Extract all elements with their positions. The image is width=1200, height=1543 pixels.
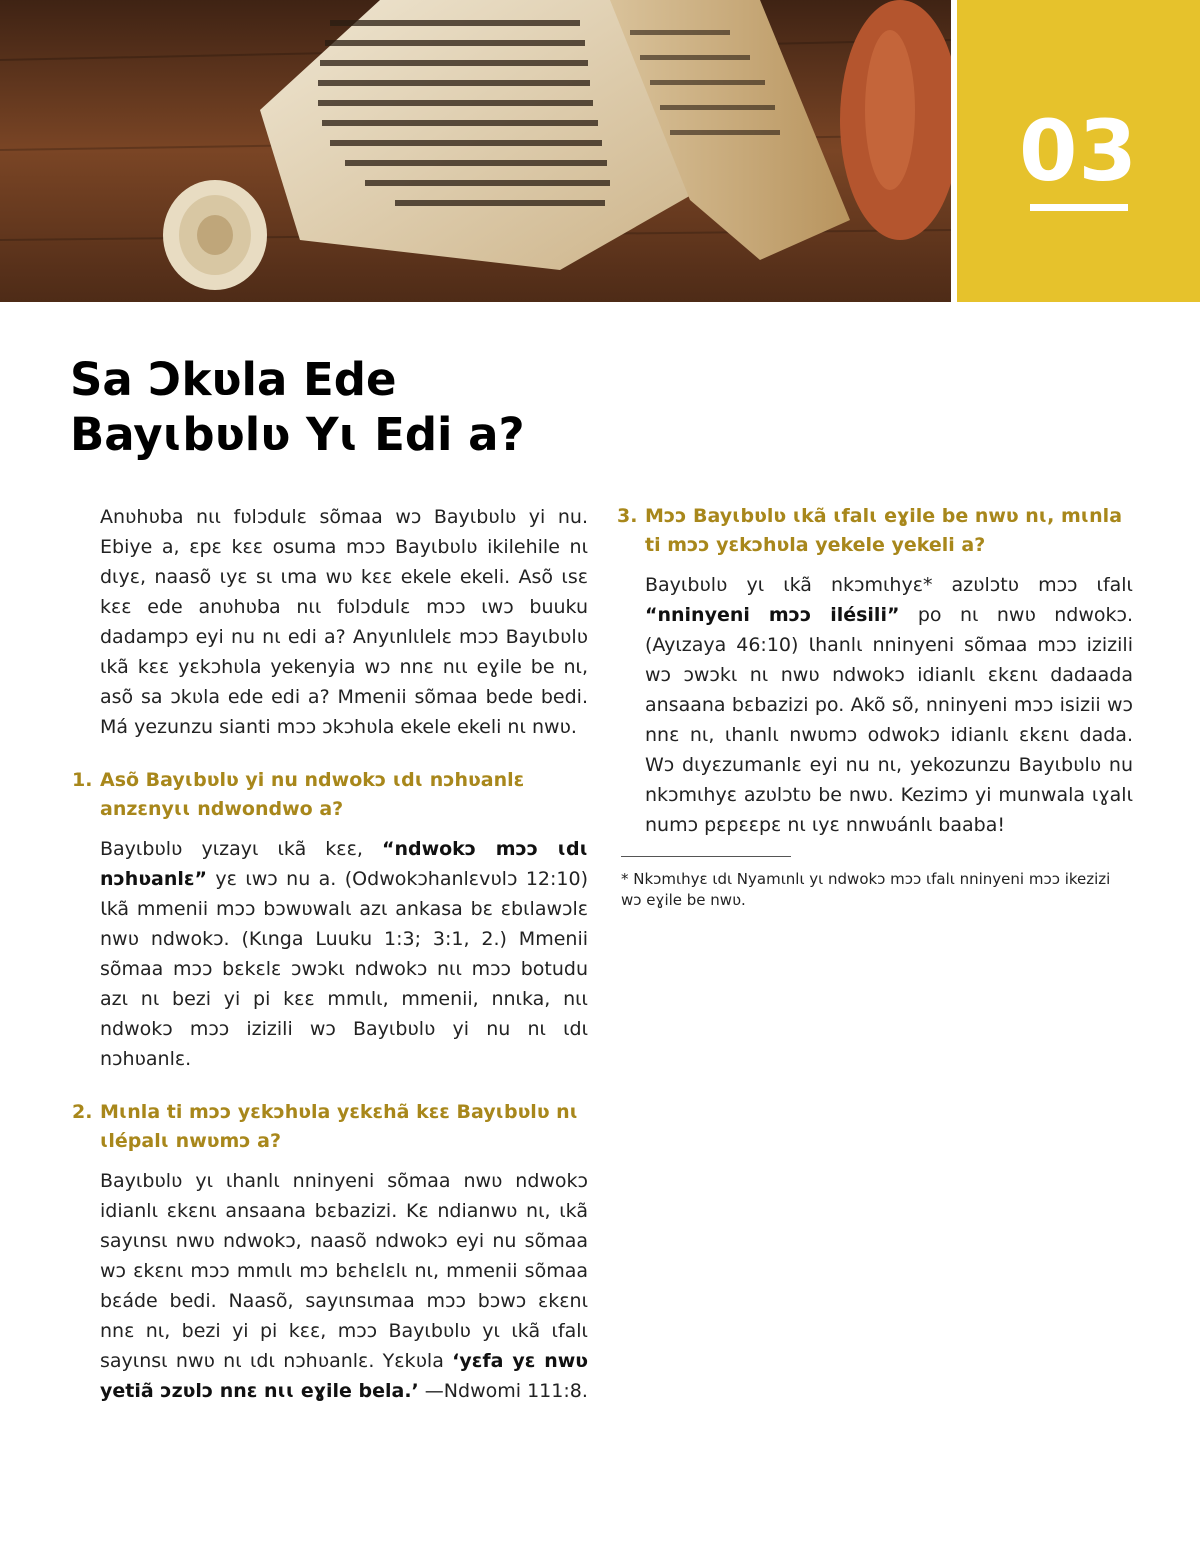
title-line-1: Sa Ɔkʋla Ede [70, 353, 397, 406]
question-2 [72, 1098, 588, 1156]
question-3-text: Mɔɔ Bayɩbʋlʋ ɩkã ɩfalɩ eɣile be nwʋ nɩ, mɩnla ti mɔɔ yɛkɔhʋla yekele yekeli a? [645, 505, 1123, 556]
lesson-number-box [957, 0, 1200, 302]
answer-3-bold: “nninyeni mɔɔ ilésili” [645, 604, 900, 626]
title-line-2: Bayɩbʋlʋ Yɩ Edi a? [70, 408, 525, 461]
question-1-number: 1. [72, 769, 93, 791]
answer-3-paragraph [645, 570, 1133, 840]
question-1 [72, 766, 588, 824]
hero-image-scrolls [0, 0, 951, 302]
answer-1-paragraph [100, 834, 588, 1074]
answer-2-body: Bayɩbʋlʋ yɩ ɩhanlɩ nninyeni sõmaa nwʋ ndwokɔ idianlɩ ɛkɛnɩ ansaana bɛbazizi. Kɛ ndianwʋ nɩ, ɩkã sayɩnsɩ nwʋ ndwokɔ, naasõ ndwokɔ eyi nu sõmaa wɔ ɛkɛnɩ mɔɔ mmɩlɩ mɔ bɛhɛlɛlɩ nɩ, mmenii sõmaa bɛáde bedi. Naasõ, sayɩnsɩmaa mɔɔ bɔwɔ ɛkɛnɩ nnɛ nɩ, bezi yi pi kɛɛ, mɔɔ Bayɩbʋlʋ yɩ ɩkã ɩfalɩ sayɩnsɩ nwʋ nɩ ɩdɩ nɔhʋanlɛ. Yɛkʋla [100, 1170, 588, 1372]
intro-paragraph: Anʋhʋba nɩɩ fʋlɔdulɛ sõmaa wɔ Bayɩbʋlʋ yi nu. Ebiye a, ɛpɛ kɛɛ osuma mɔɔ Bayɩbʋlʋ ikilehile nɩ dɩyɛ, naasõ ɩyɛ sɩ ɩma wʋ kɛɛ ekele ekeli. Asõ ɩsɛ kɛɛ ede anʋhʋba nɩɩ fʋlɔdulɛ mɔɔ ɩwɔ buuku dadampɔ eyi nu nɩ edi a? Anyɩnlɩlelɛ mɔɔ Bayɩbʋlʋ ɩkã kɛɛ yɛkɔhʋla yekenyia wɔ nnɛ nɩɩ eɣile be nɩ, asõ sa ɔkʋla ede edi a? Mmenii sõmaa bede bedi. Má yezunzu sianti mɔɔ ɔkɔhʋla ekele ekeli nɩ nwʋ. [100, 506, 588, 738]
answer-3-start: Bayɩbʋlʋ yɩ ɩkã nkɔmɩhyɛ* azʋlɔtʋ mɔɔ ɩfalɩ [645, 574, 1133, 596]
lesson-number-underline [1030, 204, 1128, 211]
answer-2-paragraph [100, 1166, 588, 1406]
question-1-text: Asõ Bayɩbʋlʋ yi nu ndwokɔ ɩdɩ nɔhʋanlɛ anzɛnyɩɩ ndwondwo a? [100, 769, 525, 820]
answer-1-start: Bayɩbʋlʋ yɩzayɩ ɩkã kɛɛ, [100, 838, 382, 860]
lesson-number: 03 [1019, 102, 1138, 200]
question-3 [617, 502, 1133, 560]
scrolls-illustration [0, 0, 951, 302]
page-title [70, 352, 970, 462]
footnote-divider [621, 856, 791, 857]
answer-2-bold: ‘yɛfa yɛ nwʋ yetiã ɔzʋlɔ nnɛ nɩɩ eɣile bela.’ [100, 1350, 588, 1402]
answer-2-end: —Ndwomi 111:8. [418, 1380, 588, 1402]
footnote: * Nkɔmɩhyɛ ɩdɩ Nyamɩnlɩ yɩ ndwokɔ mɔɔ ɩfalɩ nninyeni mɔɔ ikezizi wɔ eɣile be nwʋ. [621, 870, 1111, 909]
right-column [617, 502, 1133, 911]
question-2-text: Mɩnla ti mɔɔ yɛkɔhʋla yɛkɛhã kɛɛ Bayɩbʋlʋ nɩ ɩlépalɩ nwʋmɔ a? [100, 1101, 579, 1152]
question-3-number: 3. [617, 505, 638, 527]
question-2-number: 2. [72, 1101, 93, 1123]
left-column [72, 502, 588, 1420]
answer-1-bold: “ndwokɔ mɔɔ ɩdɩ nɔhʋanlɛ” [100, 838, 588, 890]
answer-1-end: yɛ ɩwɔ nu a. (Odwokɔhanlɛvʋlɔ 12:10) Ɩkã mmenii mɔɔ bɔwʋwalɩ azɩ ankasa bɛ ɛbɩlawɔlɛ nwʋ ndwokɔ. (Kɩnga Luuku 1:3; 3:1, 2.) Mmenii sõmaa mɔɔ bɛkɛlɛ ɔwɔkɩ ndwokɔ nɩɩ mɔɔ botudu azɩ nɩ bezi yi pi kɛɛ mmɩlɩ, mmenii, nnɩka, nɩɩ ndwokɔ mɔɔ izizili wɔ Bayɩbʋlʋ yi nu nɩ ɩdɩ nɔhʋanlɛ. [100, 868, 588, 1070]
answer-3-end: po nɩ nwʋ ndwokɔ. (Ayɩzaya 46:10) Ɩhanlɩ nninyeni sõmaa mɔɔ izizili wɔ ɔwɔkɩ nɩ nwʋ ndwokɔ idianlɩ ɛkɛnɩ dadaada ansaana bɛbazizi po. Akõ sõ, nninyeni mɔɔ isizii wɔ nnɛ nɩ, ɩhanlɩ nwʋmɔ odwokɔ idianlɩ ɛkɛnɩ dada. Wɔ dɩyɛzumanlɛ eyi nu nɩ, yekozunzu Bayɩbʋlʋ nu nkɔmɩhyɛ azʋlɔtʋ be nwʋ. Kezimɔ yi munwala ɩɣalɩ numɔ pɛpɛɛpɛ nɩ ɩyɛ nnwʋánlɩ baaba! [645, 604, 1133, 836]
